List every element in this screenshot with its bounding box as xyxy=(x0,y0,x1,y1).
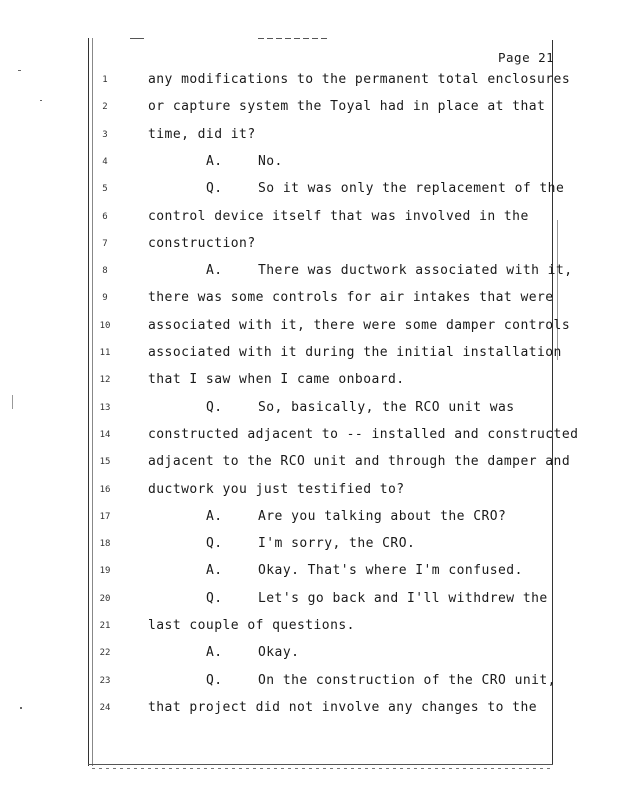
line-number: 5 xyxy=(102,184,108,195)
line-text: last couple of questions. xyxy=(148,618,355,633)
line-text: Let's go back and I'll withdrew the xyxy=(258,590,548,606)
line-text: adjacent to the RCO unit and through the damper and xyxy=(148,454,571,470)
line-text: associated with it during the initial installation xyxy=(148,345,562,360)
transcript-line xyxy=(0,591,618,609)
line-text: time, did it? xyxy=(148,126,256,142)
line-text: constructed adjacent to -- installed and constructed xyxy=(148,426,579,442)
line-number: 14 xyxy=(99,429,111,440)
transcript-line xyxy=(0,563,618,581)
line-number: 18 xyxy=(99,539,111,550)
line-number: 22 xyxy=(99,648,111,659)
line-number: 8 xyxy=(102,266,108,277)
speaker-label: A. xyxy=(206,508,223,524)
line-text: So it was only the replacement of the xyxy=(258,181,565,197)
transcript-line xyxy=(0,700,618,718)
line-text: No. xyxy=(258,153,283,169)
line-number: 1 xyxy=(102,75,108,85)
line-text: On the construction of the CRO unit, xyxy=(258,672,556,688)
line-number: 11 xyxy=(99,348,111,358)
transcript-line xyxy=(0,536,618,554)
transcript-line xyxy=(0,673,618,691)
transcript-line xyxy=(0,290,618,308)
transcript-line xyxy=(0,454,618,472)
line-text: I'm sorry, the CRO. xyxy=(258,536,416,552)
speaker-label: Q. xyxy=(206,672,223,688)
line-text: construction? xyxy=(148,235,256,251)
line-text: that project did not involve any changes to the xyxy=(148,699,538,715)
transcript-line xyxy=(0,72,618,90)
bottom-rule xyxy=(88,764,553,765)
transcript-line xyxy=(0,209,618,227)
bottom-scan-dots xyxy=(92,768,552,769)
transcript-line xyxy=(0,236,618,254)
transcript-line xyxy=(0,509,618,527)
line-text: So, basically, the RCO unit was xyxy=(258,399,515,415)
line-text: or capture system the Toyal had in place at that xyxy=(148,99,546,115)
line-text: Okay. xyxy=(258,645,300,661)
speaker-label: Q. xyxy=(206,181,223,197)
transcript-line xyxy=(0,181,618,199)
speaker-label: Q. xyxy=(206,536,223,552)
transcript-line xyxy=(0,482,618,500)
line-number: 19 xyxy=(99,566,111,577)
transcript-line xyxy=(0,427,618,445)
line-number: 23 xyxy=(99,675,111,686)
line-text: associated with it, there were some damper controls xyxy=(148,317,571,333)
line-number: 15 xyxy=(99,457,111,468)
line-text: Okay. That's where I'm confused. xyxy=(258,563,523,579)
transcript-line xyxy=(0,127,618,145)
top-scan-mark xyxy=(130,38,144,39)
transcript-line xyxy=(0,318,618,336)
line-number: 2 xyxy=(102,102,108,113)
speaker-label: A. xyxy=(206,563,223,579)
line-number: 6 xyxy=(102,211,108,222)
line-number: 9 xyxy=(102,293,108,304)
transcript-line xyxy=(0,400,618,418)
transcript-line xyxy=(0,154,618,172)
transcript-line xyxy=(0,99,618,117)
scan-speck xyxy=(18,70,21,71)
line-text: ductwork you just testified to? xyxy=(148,481,405,497)
line-number: 20 xyxy=(99,593,111,604)
line-number: 10 xyxy=(99,320,111,331)
line-number: 7 xyxy=(102,238,108,249)
line-number: 12 xyxy=(99,375,111,386)
line-number: 24 xyxy=(99,702,111,713)
speaker-label: Q. xyxy=(206,590,223,606)
line-number: 3 xyxy=(102,129,108,140)
speaker-label: A. xyxy=(206,263,223,279)
line-text: that I saw when I came onboard. xyxy=(148,372,405,388)
line-number: 21 xyxy=(99,621,111,631)
line-text: any modifications to the permanent total enclosures xyxy=(148,72,571,87)
transcript-line xyxy=(0,372,618,390)
line-text: Are you talking about the CRO? xyxy=(258,508,507,524)
line-text: control device itself that was involved in the xyxy=(148,208,529,224)
line-number: 13 xyxy=(99,402,111,413)
speaker-label: Q. xyxy=(206,399,223,415)
line-text: there was some controls for air intakes that were xyxy=(148,290,554,306)
top-scan-mark xyxy=(258,38,328,39)
speaker-label: A. xyxy=(206,645,223,661)
speaker-label: A. xyxy=(206,153,223,169)
page-number-label: Page 21 xyxy=(498,50,555,65)
line-number: 4 xyxy=(102,156,108,167)
transcript-line xyxy=(0,263,618,281)
transcript-line xyxy=(0,618,618,636)
line-number: 17 xyxy=(99,511,111,522)
line-number: 16 xyxy=(99,484,111,495)
transcript-line xyxy=(0,645,618,663)
line-text: There was ductwork associated with it, xyxy=(258,263,573,279)
transcript-line xyxy=(0,345,618,363)
